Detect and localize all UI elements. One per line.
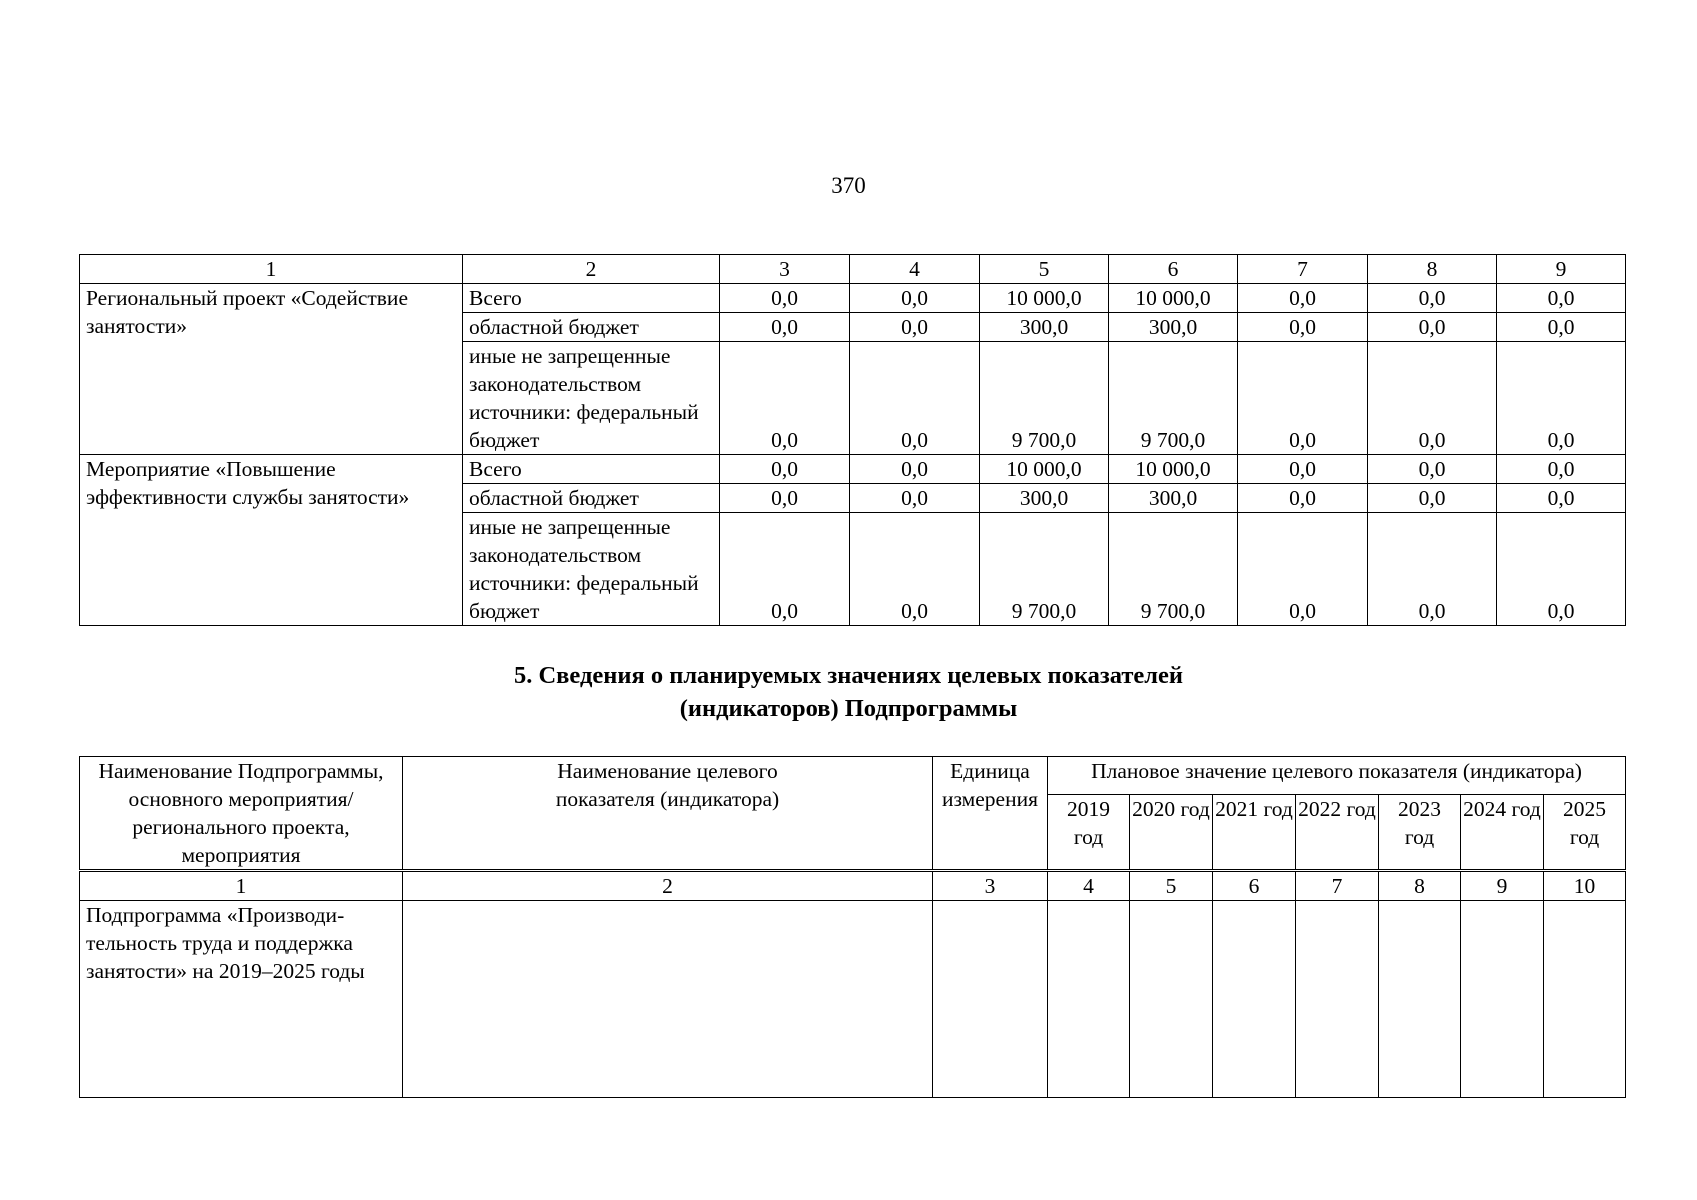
year-header: 2024 год <box>1461 795 1544 871</box>
empty-cell <box>1461 901 1544 1098</box>
year-header: 2022 год <box>1296 795 1379 871</box>
col-number: 8 <box>1368 255 1497 284</box>
col-number: 9 <box>1461 871 1544 901</box>
source-label: областной бюджет <box>463 313 720 342</box>
value-cell: 0,0 <box>850 513 980 626</box>
header-unit: Единица измерения <box>933 757 1048 871</box>
value-cell: 0,0 <box>1368 342 1497 455</box>
col-number: 6 <box>1213 871 1296 901</box>
value-cell: 0,0 <box>850 342 980 455</box>
col-number: 4 <box>1048 871 1130 901</box>
value-cell: 0,0 <box>720 284 850 313</box>
empty-cell <box>1130 901 1213 1098</box>
value-cell: 0,0 <box>850 455 980 484</box>
finance-table <box>79 254 1626 626</box>
value-cell: 0,0 <box>850 284 980 313</box>
page-number: 370 <box>831 173 866 198</box>
year-header: 2023 год <box>1379 795 1461 871</box>
value-cell: 0,0 <box>1497 284 1626 313</box>
col-number: 2 <box>463 255 720 284</box>
header-subprogram-name: Наименование Подпрограммы, основного мероприятия/ регионального проекта, мероприятия <box>80 757 403 871</box>
table-row <box>80 901 1626 1098</box>
source-label: Всего <box>463 455 720 484</box>
value-cell: 9 700,0 <box>980 513 1109 626</box>
value-cell: 0,0 <box>720 455 850 484</box>
value-cell: 0,0 <box>720 513 850 626</box>
value-cell: 9 700,0 <box>1109 513 1238 626</box>
empty-cell <box>1296 901 1379 1098</box>
header-indicator-name: Наименование целевого показателя (индикатора) <box>403 757 933 871</box>
table-row <box>80 284 1626 313</box>
value-cell: 0,0 <box>1497 513 1626 626</box>
value-cell: 300,0 <box>980 484 1109 513</box>
col-number: 8 <box>1379 871 1461 901</box>
year-header: 2021 год <box>1213 795 1296 871</box>
col-number: 3 <box>933 871 1048 901</box>
year-header: 2025 год <box>1544 795 1626 871</box>
table-row <box>80 455 1626 484</box>
col-number: 10 <box>1544 871 1626 901</box>
col-number: 1 <box>80 871 403 901</box>
col-number: 3 <box>720 255 850 284</box>
block-name: Региональный проект «Содействие занятости» <box>80 284 463 455</box>
indicator-table <box>79 756 1626 1098</box>
subprogram-name: Подпрограмма «Производительность труда и поддержка занятости» на 2019–2025 годы <box>80 901 403 1098</box>
value-cell: 0,0 <box>850 484 980 513</box>
col-number: 2 <box>403 871 933 901</box>
value-cell: 10 000,0 <box>1109 284 1238 313</box>
value-cell: 0,0 <box>1238 455 1368 484</box>
empty-cell <box>1213 901 1296 1098</box>
value-cell: 0,0 <box>1238 284 1368 313</box>
section-title-line: 5. Сведения о планируемых значениях целевых показателей <box>513 662 1184 689</box>
value-cell: 0,0 <box>1497 484 1626 513</box>
value-cell: 0,0 <box>1238 342 1368 455</box>
value-cell: 0,0 <box>1368 284 1497 313</box>
empty-cell <box>1544 901 1626 1098</box>
value-cell: 300,0 <box>1109 313 1238 342</box>
value-cell: 0,0 <box>1238 313 1368 342</box>
col-number: 1 <box>80 255 463 284</box>
value-cell: 0,0 <box>1368 513 1497 626</box>
year-header: 2020 год <box>1130 795 1213 871</box>
value-cell: 0,0 <box>850 313 980 342</box>
value-cell: 0,0 <box>1497 313 1626 342</box>
source-label: иные не запрещенные законодательством источники: федеральный бюджет <box>463 342 720 455</box>
value-cell: 0,0 <box>1497 342 1626 455</box>
value-cell: 10 000,0 <box>1109 455 1238 484</box>
value-cell: 10 000,0 <box>980 455 1109 484</box>
value-cell: 0,0 <box>720 342 850 455</box>
value-cell: 10 000,0 <box>980 284 1109 313</box>
value-cell: 0,0 <box>720 313 850 342</box>
source-label: иные не запрещенные законодательством источники: федеральный бюджет <box>463 513 720 626</box>
empty-cell <box>933 901 1048 1098</box>
col-number: 5 <box>980 255 1109 284</box>
empty-cell <box>1379 901 1461 1098</box>
col-number: 7 <box>1238 255 1368 284</box>
value-cell: 9 700,0 <box>980 342 1109 455</box>
year-header: 2019 год <box>1048 795 1130 871</box>
value-cell: 0,0 <box>1238 513 1368 626</box>
col-number: 6 <box>1109 255 1238 284</box>
empty-cell <box>1048 901 1130 1098</box>
value-cell: 0,0 <box>1497 455 1626 484</box>
empty-cell <box>403 901 933 1098</box>
col-number: 9 <box>1497 255 1626 284</box>
indicator-header-row <box>80 757 1626 795</box>
value-cell: 9 700,0 <box>1109 342 1238 455</box>
value-cell: 0,0 <box>1368 455 1497 484</box>
section-title <box>0 659 1697 725</box>
finance-header-row <box>80 255 1626 284</box>
value-cell: 0,0 <box>1368 313 1497 342</box>
col-number: 4 <box>850 255 980 284</box>
block-name: Мероприятие «Повышение эффективности службы занятости» <box>80 455 463 626</box>
source-label: областной бюджет <box>463 484 720 513</box>
header-plan-value: Плановое значение целевого показателя (индикатора) <box>1048 757 1626 795</box>
value-cell: 0,0 <box>1368 484 1497 513</box>
value-cell: 300,0 <box>980 313 1109 342</box>
col-number: 7 <box>1296 871 1379 901</box>
value-cell: 300,0 <box>1109 484 1238 513</box>
value-cell: 0,0 <box>720 484 850 513</box>
col-number: 5 <box>1130 871 1213 901</box>
source-label: Всего <box>463 284 720 313</box>
value-cell: 0,0 <box>1238 484 1368 513</box>
section-title-line: (индикаторов) Подпрограммы <box>679 695 1018 722</box>
indicator-number-row <box>80 871 1626 901</box>
